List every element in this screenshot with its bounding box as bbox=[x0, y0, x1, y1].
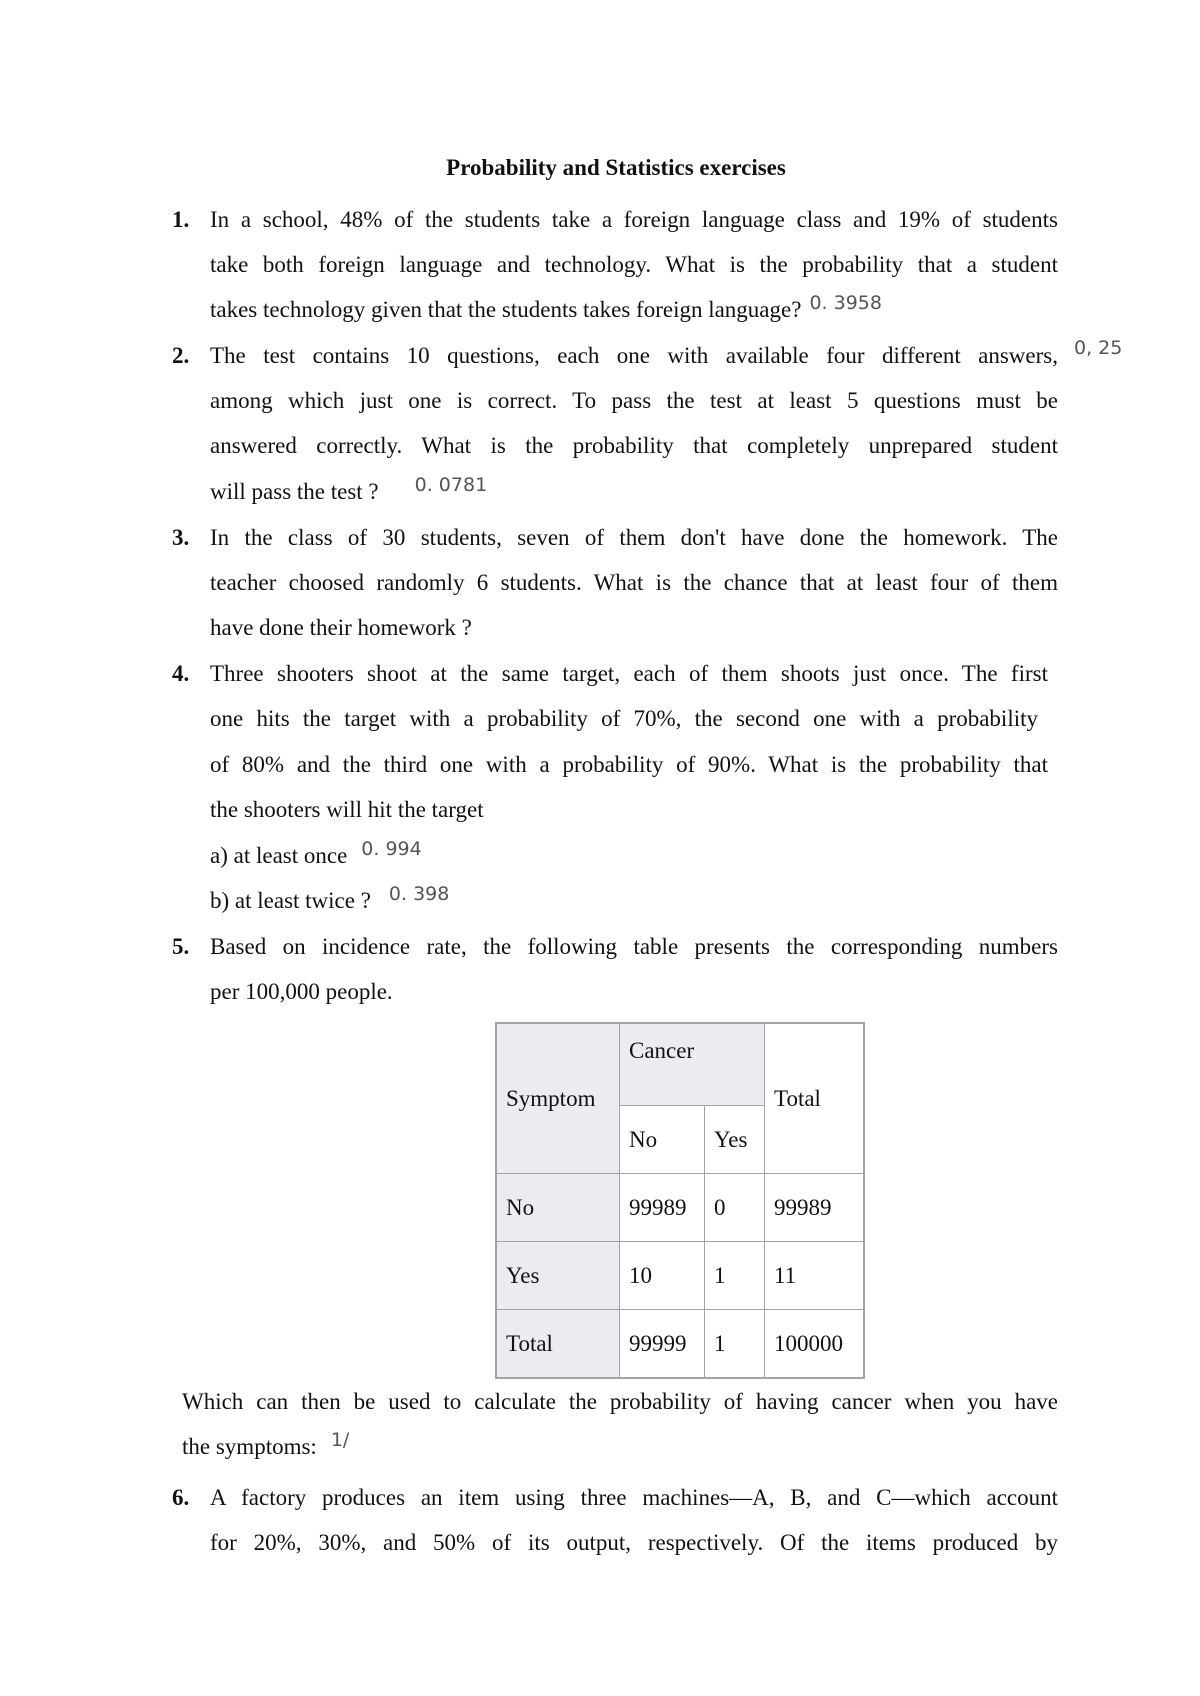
cell-total: 99989 bbox=[765, 1174, 865, 1242]
cell-yes: 1 bbox=[705, 1310, 765, 1379]
exercise-line-text: takes technology given that the students takes foreign language? bbox=[210, 297, 802, 322]
cell-yes: 1 bbox=[705, 1242, 765, 1310]
exercise-line: have done their homework ? bbox=[210, 615, 472, 640]
exercise-line: Which can then be used to calculate the probability of having cancer when you have bbox=[182, 1389, 1058, 1414]
exercise-line: In the class of 30 students, seven of them don't have done the homework. The bbox=[210, 525, 1058, 550]
symptom-header: Symptom bbox=[496, 1023, 620, 1174]
exercise-part-text: b) at least twice ? bbox=[210, 888, 371, 913]
exercise-line-with-answer bbox=[210, 476, 1058, 509]
exercise-line: of 80% and the third one with a probability of 90%. What is the probability that bbox=[210, 752, 1048, 777]
exercise-number: 1. bbox=[172, 207, 190, 232]
exercise-line: answered correctly. What is the probability that completely unprepared student bbox=[210, 433, 1058, 458]
exercise-line-with-answer bbox=[210, 294, 1058, 327]
exercise-line: teacher choosed randomly 6 students. What is the chance that at least four of them bbox=[210, 570, 1058, 595]
cell-yes: 0 bbox=[705, 1174, 765, 1242]
cell-no: 99999 bbox=[620, 1310, 705, 1379]
cell-total: 100000 bbox=[765, 1310, 865, 1379]
exercise-line: In a school, 48% of the students take a foreign language class and 19% of students bbox=[210, 207, 1058, 232]
cell-total: 11 bbox=[765, 1242, 865, 1310]
exercise-line: per 100,000 people. bbox=[210, 979, 393, 1004]
exercise-line: among which just one is correct. To pass the test at least 5 questions must be bbox=[210, 388, 1058, 413]
exercise-part-text: a) at least once bbox=[210, 843, 348, 868]
row-label: Yes bbox=[496, 1242, 620, 1310]
table-row bbox=[496, 1242, 864, 1310]
handwritten-answer: 0. 994 bbox=[361, 838, 422, 860]
margin-note: 0, 25 bbox=[1074, 337, 1123, 359]
exercise-number: 5. bbox=[172, 934, 190, 959]
table-row bbox=[496, 1174, 864, 1242]
exercise-number: 6. bbox=[172, 1485, 190, 1510]
cancer-no-header: No bbox=[620, 1106, 705, 1174]
exercise-part bbox=[210, 840, 1058, 873]
cancer-yes-header: Yes bbox=[705, 1106, 765, 1174]
exercise-line: A factory produces an item using three machines—A, B, and C—which account bbox=[210, 1485, 1058, 1510]
exercise-line-with-answer bbox=[182, 1431, 1030, 1464]
exercise-number: 3. bbox=[172, 525, 190, 550]
handwritten-answer: 0. 398 bbox=[388, 883, 450, 905]
cell-no: 10 bbox=[620, 1242, 705, 1310]
exercise-line: take both foreign language and technology. What is the probability that a student bbox=[210, 252, 1058, 277]
row-label: Total bbox=[496, 1310, 620, 1379]
exercise-number: 2. bbox=[172, 343, 190, 368]
exercise-line: Three shooters shoot at the same target, each of them shoots just once. The first bbox=[210, 661, 1048, 686]
handwritten-answer: 1/ bbox=[330, 1429, 350, 1451]
exercise-line: for 20%, 30%, and 50% of its output, respectively. Of the items produced by bbox=[210, 1530, 1058, 1555]
cancer-header: Cancer bbox=[620, 1023, 765, 1106]
exercise-line-text: will pass the test ? bbox=[210, 479, 379, 504]
incidence-table bbox=[495, 1022, 865, 1379]
table-row bbox=[496, 1310, 864, 1379]
exercise-line: one hits the target with a probability of 70%, the second one with a probability bbox=[210, 706, 1038, 731]
row-label: No bbox=[496, 1174, 620, 1242]
exercise-number: 4. bbox=[172, 661, 190, 686]
exercise-part bbox=[210, 885, 1058, 918]
handwritten-answer: 0. 0781 bbox=[414, 474, 488, 496]
exercise-line: the shooters will hit the target bbox=[210, 797, 484, 822]
total-header: Total bbox=[765, 1023, 865, 1174]
exercise-line: The test contains 10 questions, each one with available four different answers, bbox=[210, 343, 1058, 368]
exercise-line: Based on incidence rate, the following table presents the corresponding numbers bbox=[210, 934, 1058, 959]
exercise-line-text: the symptoms: bbox=[182, 1434, 317, 1459]
cell-no: 99989 bbox=[620, 1174, 705, 1242]
page-title: Probability and Statistics exercises bbox=[446, 155, 786, 180]
handwritten-answer: 0. 3958 bbox=[809, 292, 882, 314]
